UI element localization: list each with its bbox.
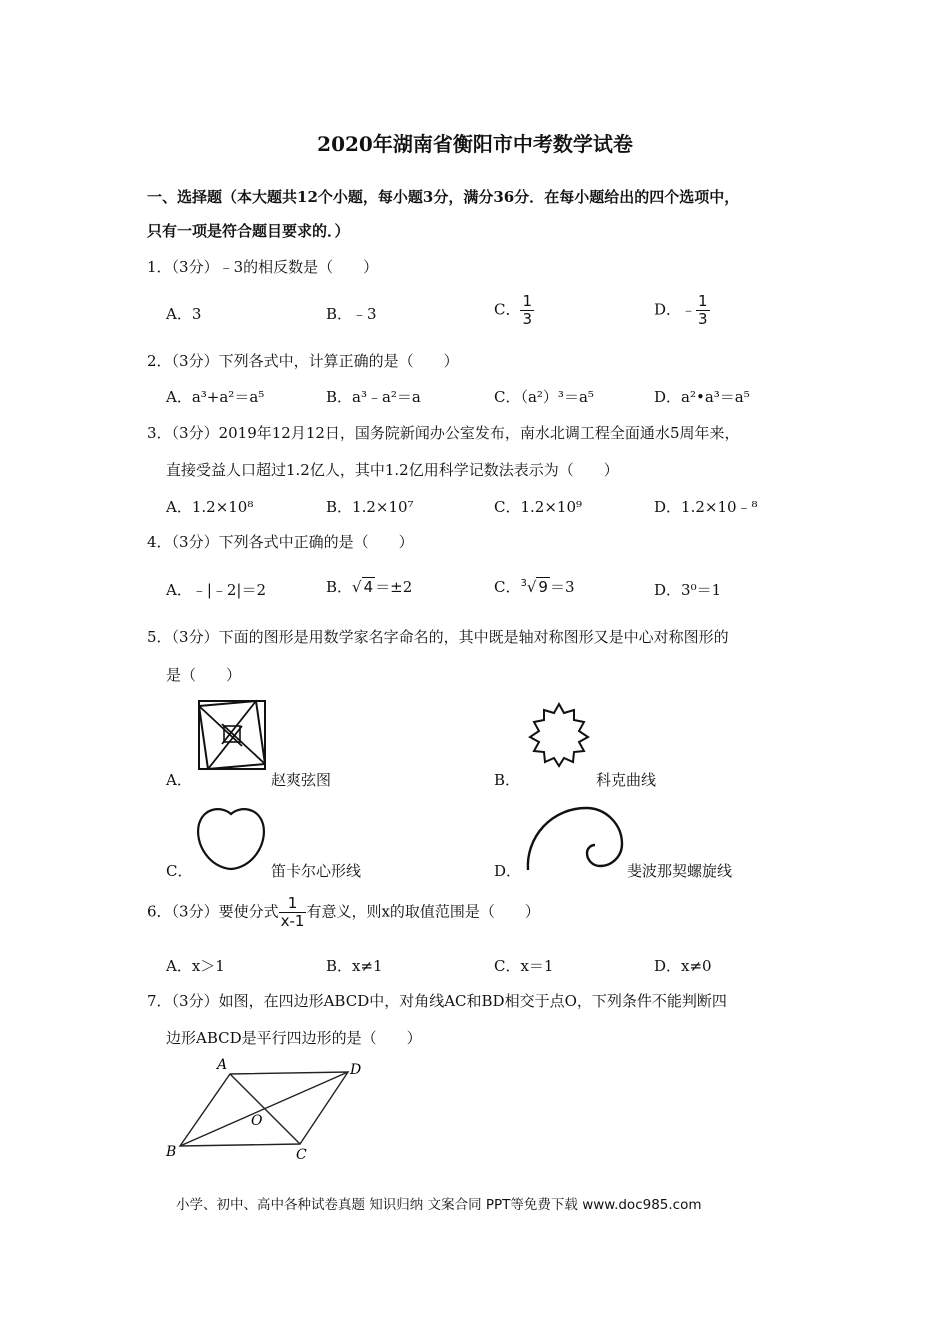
q5-stem-line1: 5．（3分）下面的图形是用数学家名字命名的，其中既是轴对称图形又是中心对称图形的 [147,628,729,646]
section-heading-line2: 只有一项是符合题目要求的．） [147,222,350,240]
q6-fraction [279,895,307,930]
q4-option-c [494,576,575,597]
q3-option-a: A．1.2×10⁸ [166,498,254,516]
vertex-c-label: C [296,1147,307,1163]
q3-option-d: D．1.2×10﹣⁸ [654,498,758,516]
q6-stem [147,895,540,930]
q7-stem-line2: 边形ABCD是平行四边形的是（ ） [166,1029,422,1047]
q5-stem-line2: 是（ ） [166,666,242,684]
cube-root-symbol-icon: √ [526,578,537,596]
koch-curve-icon [524,700,594,770]
q4-option-c-label: C． [494,578,521,596]
q1-option-d-fraction [696,293,710,328]
zhao-shuang-diagram-icon [196,698,268,772]
q4-c-result: ＝3 [549,578,575,596]
point-o-label: O [251,1113,263,1129]
q1-option-c [494,293,534,328]
q5-option-d-name: 斐波那契螺旋线 [627,862,733,880]
q6-stem-prefix: 6．（3分）要使分式 [147,902,279,921]
q2-option-c: C．（a²）³＝a⁵ [494,388,594,406]
sqrt-symbol-icon: √ [352,578,362,596]
q5-option-b-label: B． [494,771,521,789]
parallelogram-abcd-figure [160,1052,370,1164]
q2-option-b: B．a³﹣a²＝a [326,388,421,406]
q4-c-radicand: 9 [538,578,548,596]
cardioid-icon [194,804,268,872]
q5-option-a-label: A． [166,771,192,789]
q6-option-c: C．x＝1 [494,957,554,975]
q3-option-c: C．1.2×10⁹ [494,498,583,516]
q4-option-a: A．﹣|﹣2|＝2 [166,581,267,599]
q3-option-b: B．1.2×10⁷ [326,498,414,516]
q4-stem: 4．（3分）下列各式中正确的是（ ） [147,533,414,551]
vertex-d-label: D [350,1062,362,1078]
q6-stem-suffix: 有意义，则x的取值范围是（ ） [306,902,540,921]
q4-b-radicand: 4 [363,578,374,596]
q4-b-result: ＝±2 [375,578,413,596]
q1-d-denominator: 3 [698,310,708,328]
fibonacci-spiral-icon [522,802,626,874]
q3-stem-line1: 3．（3分）2019年12月12日，国务院新闻办公室发布，南水北调工程全面通水5周年来， [147,424,740,442]
q6-option-a: A．x＞1 [166,957,225,975]
q2-option-a: A．a³+a²＝a⁵ [166,388,265,406]
page-title: 2020年湖南省衡阳市中考数学试卷 [317,132,633,156]
q1-option-d [654,293,710,328]
q4-c-root-index: 3 [520,578,527,589]
q5-option-d-label: D． [494,862,522,880]
q1-option-b: B．﹣3 [326,305,377,323]
vertex-a-label: A [217,1057,228,1073]
q1-c-numerator: 1 [522,292,533,310]
q1-option-d-label: D．﹣ [654,300,697,319]
q1-d-numerator: 1 [698,292,708,310]
q5-option-b-name: 科克曲线 [596,771,657,789]
q6-option-b: B．x≠1 [326,957,383,975]
q5-option-c-name: 笛卡尔心形线 [271,862,362,880]
section-heading-line1: 一、选择题（本大题共12个小题，每小题3分，满分36分．在每小题给出的四个选项中， [147,188,740,206]
q4-option-b [326,576,412,597]
footer-text: 小学、初中、高中各种试卷真题 知识归纳 文案合同 PPT等免费下载 www.doc985.com [176,1197,702,1213]
q1-option-c-fraction [520,293,534,328]
q4-option-d: D．3⁰＝1 [654,581,722,599]
q3-stem-line2: 直接受益人口超过1.2亿人，其中1.2亿用科学记数法表示为（ ） [166,461,619,479]
q1-stem: 1．（3分）﹣3的相反数是（ ） [147,258,379,276]
q1-c-denominator: 3 [522,310,533,328]
q6-denominator: x-1 [280,912,305,930]
q7-stem-line1: 7．（3分）如图，在四边形ABCD中，对角线AC和BD相交于点O，下列条件不能判断四 [147,992,727,1010]
q4-option-b-label: B． [326,578,353,596]
q1-option-a: A．3 [166,305,202,323]
q2-stem: 2．（3分）下列各式中，计算正确的是（ ） [147,352,459,370]
q6-option-d: D．x≠0 [654,957,712,975]
q2-option-d: D．a²•a³＝a⁵ [654,388,750,406]
q5-option-c-label: C． [166,862,193,880]
vertex-b-label: B [166,1144,177,1160]
q6-numerator: 1 [287,894,298,912]
q1-option-c-label: C． [494,300,521,319]
q5-option-a-name: 赵爽弦图 [271,771,332,789]
